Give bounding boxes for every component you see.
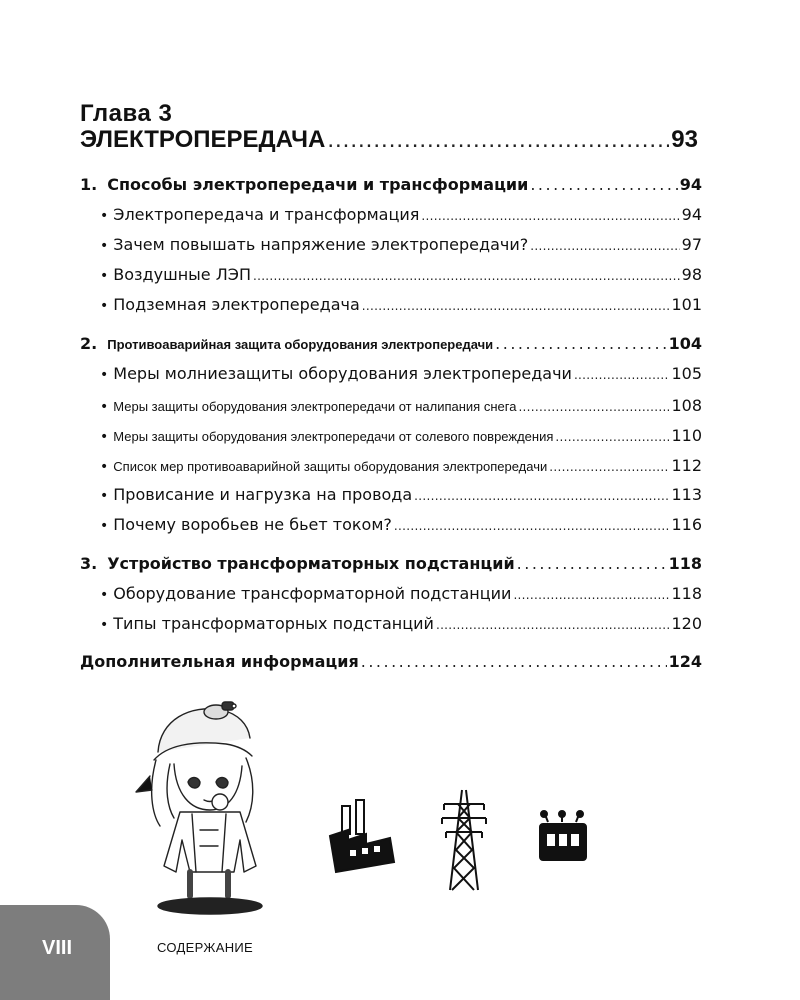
item-page-number: 118	[671, 584, 702, 603]
bullet: •	[100, 208, 109, 224]
page-number: VIII	[42, 937, 73, 959]
leader-dots	[574, 368, 670, 382]
leader-dots	[513, 588, 669, 602]
leader-dots	[394, 519, 670, 533]
additional-title: Дополнительная информация	[80, 652, 359, 671]
item-title: Провисание и нагрузка на провода	[113, 485, 413, 504]
leader-dots	[253, 269, 680, 283]
bullet: •	[100, 518, 109, 534]
leader-dots	[549, 460, 669, 474]
item-page-number: 101	[671, 295, 702, 314]
leader-dots	[362, 299, 670, 313]
section-number: 1.	[80, 175, 98, 194]
item-page-number: 98	[681, 265, 702, 284]
item-page-number: 110	[671, 426, 702, 445]
bullet: •	[100, 399, 109, 415]
running-head: СОДЕРЖАНИЕ	[157, 940, 254, 955]
leader-dots	[436, 618, 670, 632]
toc-section-1[interactable]	[80, 175, 702, 201]
leader-dots	[530, 239, 679, 253]
bullet: •	[100, 429, 109, 445]
leader-dots	[530, 175, 677, 194]
leader-dots	[517, 554, 667, 573]
item-page-number: 108	[671, 396, 702, 415]
chapter-label: Глава 3	[80, 100, 173, 127]
bullet: •	[100, 298, 109, 314]
toc-item[interactable]	[100, 396, 702, 422]
leader-dots	[361, 652, 667, 671]
item-title: Подземная электропередача	[113, 295, 360, 314]
section-title: Устройство трансформаторных подстанций	[107, 554, 515, 573]
toc-item[interactable]	[100, 515, 702, 541]
additional-page-number: 124	[668, 652, 702, 671]
item-title: Меры молниезащиты оборудования электропередачи	[113, 364, 572, 383]
chapter-title: ЭЛЕКТРОПЕРЕДАЧА	[80, 126, 326, 153]
transmission-tower-icon	[442, 790, 486, 890]
toc-item[interactable]	[100, 295, 702, 321]
leader-dots	[555, 430, 669, 444]
girl-mascot-icon	[136, 702, 262, 914]
leader-dots	[518, 400, 669, 414]
item-title: Почему воробьев не бьет током?	[113, 515, 392, 534]
item-title: Оборудование трансформаторной подстанции	[113, 584, 512, 603]
item-title: Список мер противоаварийной защиты оборудования электропередачи	[113, 459, 548, 474]
substation-icon	[540, 811, 586, 860]
chapter-title-row	[80, 126, 698, 158]
item-page-number: 94	[681, 205, 702, 224]
toc-item[interactable]	[100, 265, 702, 291]
section-page-number: 94	[679, 175, 702, 194]
chapter-page-number: 93	[671, 126, 698, 153]
power-plant-icon	[330, 800, 394, 872]
toc-item[interactable]	[100, 485, 702, 511]
section-number: 2.	[80, 334, 98, 353]
toc-item[interactable]	[100, 426, 702, 452]
bullet: •	[100, 268, 109, 284]
leader-dots	[327, 126, 669, 154]
bullet: •	[100, 367, 109, 383]
item-page-number: 97	[681, 235, 702, 254]
toc-item[interactable]	[100, 205, 702, 231]
bullet: •	[100, 488, 109, 504]
toc-item[interactable]	[100, 364, 702, 390]
toc-section-2[interactable]	[80, 334, 702, 360]
bullet: •	[100, 617, 109, 633]
item-title: Электропередача и трансформация	[113, 205, 420, 224]
item-title: Типы трансформаторных подстанций	[113, 614, 434, 633]
bullet: •	[100, 238, 109, 254]
section-title: Противоаварийная защита оборудования электропередачи	[107, 337, 494, 352]
leader-dots	[414, 489, 669, 503]
item-page-number: 105	[671, 364, 702, 383]
bullet: •	[100, 459, 109, 475]
section-page-number: 104	[668, 334, 702, 353]
item-page-number: 112	[671, 456, 702, 475]
leader-dots	[495, 334, 666, 353]
item-page-number: 116	[671, 515, 702, 534]
bullet: •	[100, 587, 109, 603]
section-title: Способы электропередачи и трансформации	[107, 175, 529, 194]
toc-item[interactable]	[100, 235, 702, 261]
section-page-number: 118	[668, 554, 702, 573]
item-page-number: 120	[671, 614, 702, 633]
item-title: Зачем повышать напряжение электропередачи?	[113, 235, 529, 254]
toc-item[interactable]	[100, 584, 702, 610]
illustration-row	[130, 690, 610, 920]
item-title: Меры защиты оборудования электропередачи от солевого повреждения	[113, 429, 554, 444]
section-number: 3.	[80, 554, 98, 573]
item-page-number: 113	[671, 485, 702, 504]
toc-section-3[interactable]	[80, 554, 702, 580]
item-title: Воздушные ЛЭП	[113, 265, 251, 284]
toc-item[interactable]	[100, 614, 702, 640]
toc-item[interactable]	[100, 456, 702, 482]
leader-dots	[421, 209, 679, 223]
toc-additional[interactable]	[80, 652, 702, 678]
item-title: Меры защиты оборудования электропередачи от налипания снега	[113, 399, 517, 414]
